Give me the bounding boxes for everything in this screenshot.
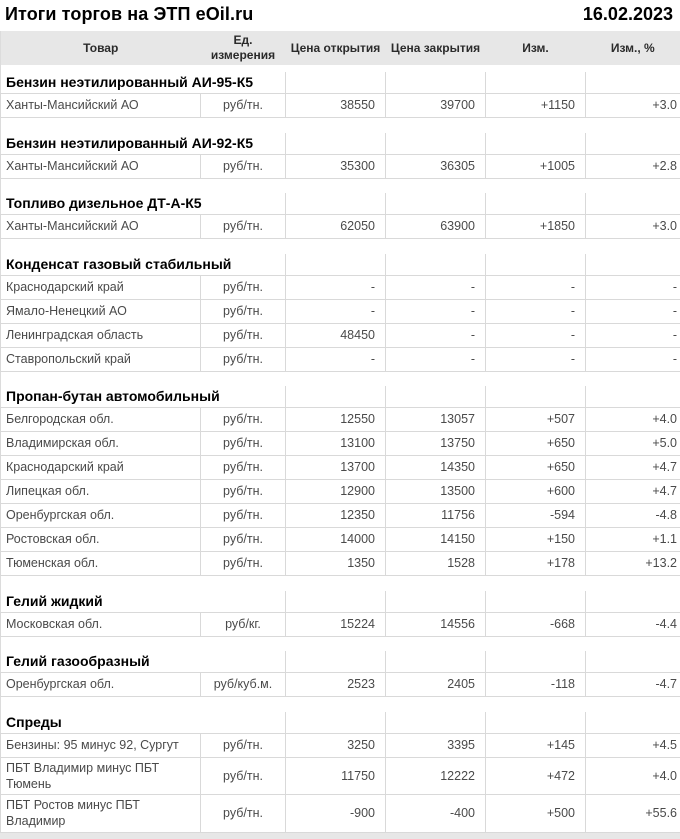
unit-cell: руб/тн. bbox=[201, 408, 286, 432]
section-title-empty-cell bbox=[386, 386, 486, 408]
change-pct-cell: +55.6 bbox=[586, 795, 680, 833]
section-gap-row bbox=[1, 371, 680, 386]
change-pct-cell: +4.7 bbox=[586, 456, 680, 480]
region-cell: Ростовская обл. bbox=[1, 528, 201, 552]
change-pct-cell: -4.8 bbox=[586, 504, 680, 528]
open-price-cell: 15224 bbox=[286, 612, 386, 636]
close-price-cell: 3395 bbox=[386, 733, 486, 757]
table-row bbox=[1, 552, 680, 576]
change-cell: -594 bbox=[486, 504, 586, 528]
close-price-cell: 36305 bbox=[386, 154, 486, 178]
change-cell: +1150 bbox=[486, 94, 586, 118]
region-cell: Краснодарский край bbox=[1, 456, 201, 480]
region-cell: Оренбургская обл. bbox=[1, 504, 201, 528]
section-title-empty-cell bbox=[486, 193, 586, 215]
col-header-change-pct: Изм., % bbox=[586, 31, 680, 65]
change-cell: - bbox=[486, 275, 586, 299]
table-row bbox=[1, 456, 680, 480]
section-title-row bbox=[1, 591, 680, 613]
unit-cell: руб/тн. bbox=[201, 215, 286, 239]
col-header-close-price: Цена закрытия bbox=[386, 31, 486, 65]
table-row bbox=[1, 795, 680, 833]
section-title-empty-cell bbox=[286, 133, 386, 155]
table-row bbox=[1, 215, 680, 239]
section-title-empty-cell bbox=[386, 193, 486, 215]
open-price-cell: - bbox=[286, 347, 386, 371]
change-pct-cell: +2.8 bbox=[586, 154, 680, 178]
change-cell: +650 bbox=[486, 456, 586, 480]
section-title-empty-cell bbox=[486, 386, 586, 408]
section-gap-row bbox=[1, 576, 680, 591]
section-title-empty-cell bbox=[486, 133, 586, 155]
close-price-cell: 63900 bbox=[386, 215, 486, 239]
change-cell: -118 bbox=[486, 673, 586, 697]
table-row bbox=[1, 673, 680, 697]
unit-cell: руб/тн. bbox=[201, 456, 286, 480]
unit-cell: руб/тн. bbox=[201, 528, 286, 552]
change-cell: - bbox=[486, 299, 586, 323]
section-title-empty-cell bbox=[586, 72, 680, 94]
section-gap-cell bbox=[1, 65, 680, 72]
results-table-body bbox=[1, 65, 680, 832]
open-price-cell: 2523 bbox=[286, 673, 386, 697]
section-title: Гелий газообразный bbox=[1, 651, 286, 673]
unit-cell: руб/тн. bbox=[201, 480, 286, 504]
section-title-empty-cell bbox=[386, 72, 486, 94]
change-pct-cell: -4.7 bbox=[586, 673, 680, 697]
change-pct-cell: +1.1 bbox=[586, 528, 680, 552]
section-title-empty-cell bbox=[486, 72, 586, 94]
section-title-row bbox=[1, 254, 680, 276]
section-title-empty-cell bbox=[286, 591, 386, 613]
region-cell: Оренбургская обл. bbox=[1, 673, 201, 697]
close-price-cell: 14150 bbox=[386, 528, 486, 552]
page-title: Итоги торгов на ЭТП eOil.ru bbox=[5, 4, 253, 25]
section-title: Топливо дизельное ДТ-А-К5 bbox=[1, 193, 286, 215]
section-gap-row bbox=[1, 697, 680, 712]
section-title: Бензин неэтилированный АИ-95-К5 bbox=[1, 72, 286, 94]
close-price-cell: 13057 bbox=[386, 408, 486, 432]
open-price-cell: - bbox=[286, 299, 386, 323]
section-title-empty-cell bbox=[286, 193, 386, 215]
section-title-row bbox=[1, 386, 680, 408]
unit-cell: руб/тн. bbox=[201, 299, 286, 323]
open-price-cell: 48450 bbox=[286, 323, 386, 347]
titlebar bbox=[0, 0, 680, 31]
unit-cell: руб/тн. bbox=[201, 94, 286, 118]
section-gap-row bbox=[1, 65, 680, 72]
section-title-empty-cell bbox=[286, 254, 386, 276]
close-price-cell: 2405 bbox=[386, 673, 486, 697]
section-title-empty-cell bbox=[486, 712, 586, 734]
change-cell: +600 bbox=[486, 480, 586, 504]
change-pct-cell: +13.2 bbox=[586, 552, 680, 576]
open-price-cell: 12900 bbox=[286, 480, 386, 504]
change-cell: +145 bbox=[486, 733, 586, 757]
change-pct-cell: +4.5 bbox=[586, 733, 680, 757]
table-row bbox=[1, 733, 680, 757]
change-cell: +1005 bbox=[486, 154, 586, 178]
col-header-open-price: Цена открытия bbox=[286, 31, 386, 65]
section-gap-cell bbox=[1, 636, 680, 651]
section-title-empty-cell bbox=[386, 133, 486, 155]
change-cell: +500 bbox=[486, 795, 586, 833]
col-header-product: Товар bbox=[1, 31, 201, 65]
section-gap-row bbox=[1, 636, 680, 651]
section-title-empty-cell bbox=[386, 591, 486, 613]
section-gap-cell bbox=[1, 371, 680, 386]
table-header bbox=[1, 31, 680, 65]
table-row bbox=[1, 323, 680, 347]
open-price-cell: 13100 bbox=[286, 432, 386, 456]
unit-cell: руб/тн. bbox=[201, 552, 286, 576]
unit-cell: руб/тн. bbox=[201, 795, 286, 833]
table-row bbox=[1, 480, 680, 504]
change-cell: +1850 bbox=[486, 215, 586, 239]
section-title: Пропан-бутан автомобильный bbox=[1, 386, 286, 408]
section-title-empty-cell bbox=[586, 386, 680, 408]
table-row bbox=[1, 612, 680, 636]
region-cell: Ленинградская область bbox=[1, 323, 201, 347]
table-row bbox=[1, 299, 680, 323]
change-cell: +150 bbox=[486, 528, 586, 552]
section-title-empty-cell bbox=[286, 386, 386, 408]
bottom-strip bbox=[0, 833, 680, 839]
region-cell: ПБТ Ростов минус ПБТ Владимир bbox=[1, 795, 201, 833]
section-title-row bbox=[1, 651, 680, 673]
section-title-empty-cell bbox=[286, 72, 386, 94]
section-title-empty-cell bbox=[586, 651, 680, 673]
section-gap-cell bbox=[1, 697, 680, 712]
change-cell: -668 bbox=[486, 612, 586, 636]
section-gap-row bbox=[1, 239, 680, 254]
section-title-empty-cell bbox=[386, 651, 486, 673]
open-price-cell: -900 bbox=[286, 795, 386, 833]
region-cell: Ставропольский край bbox=[1, 347, 201, 371]
unit-cell: руб/тн. bbox=[201, 275, 286, 299]
section-gap-cell bbox=[1, 576, 680, 591]
region-cell: ПБТ Владимир минус ПБТ Тюмень bbox=[1, 757, 201, 795]
region-cell: Бензины: 95 минус 92, Сургут bbox=[1, 733, 201, 757]
region-cell: Краснодарский край bbox=[1, 275, 201, 299]
change-pct-cell: +4.0 bbox=[586, 757, 680, 795]
section-gap-cell bbox=[1, 239, 680, 254]
section-title: Гелий жидкий bbox=[1, 591, 286, 613]
col-header-unit: Ед. измерения bbox=[201, 31, 286, 65]
unit-cell: руб/кг. bbox=[201, 612, 286, 636]
region-cell: Тюменская обл. bbox=[1, 552, 201, 576]
change-cell: +650 bbox=[486, 432, 586, 456]
unit-cell: руб/тн. bbox=[201, 154, 286, 178]
change-pct-cell: +5.0 bbox=[586, 432, 680, 456]
section-gap-row bbox=[1, 118, 680, 133]
close-price-cell: 1528 bbox=[386, 552, 486, 576]
region-cell: Липецкая обл. bbox=[1, 480, 201, 504]
region-cell: Ханты-Мансийский АО bbox=[1, 94, 201, 118]
open-price-cell: 1350 bbox=[286, 552, 386, 576]
unit-cell: руб/тн. bbox=[201, 733, 286, 757]
change-cell: +178 bbox=[486, 552, 586, 576]
table-row bbox=[1, 528, 680, 552]
open-price-cell: 35300 bbox=[286, 154, 386, 178]
unit-cell: руб/тн. bbox=[201, 504, 286, 528]
change-pct-cell: +4.0 bbox=[586, 408, 680, 432]
change-cell: - bbox=[486, 347, 586, 371]
open-price-cell: 3250 bbox=[286, 733, 386, 757]
change-pct-cell: -4.4 bbox=[586, 612, 680, 636]
section-title-empty-cell bbox=[286, 712, 386, 734]
open-price-cell: 14000 bbox=[286, 528, 386, 552]
section-title-empty-cell bbox=[586, 193, 680, 215]
table-row bbox=[1, 94, 680, 118]
close-price-cell: 13500 bbox=[386, 480, 486, 504]
section-gap-row bbox=[1, 178, 680, 193]
change-cell: +507 bbox=[486, 408, 586, 432]
region-cell: Владимирская обл. bbox=[1, 432, 201, 456]
change-pct-cell: +3.0 bbox=[586, 215, 680, 239]
open-price-cell: 12550 bbox=[286, 408, 386, 432]
open-price-cell: 13700 bbox=[286, 456, 386, 480]
change-pct-cell: +3.0 bbox=[586, 94, 680, 118]
section-title-empty-cell bbox=[486, 254, 586, 276]
section-title-empty-cell bbox=[586, 133, 680, 155]
open-price-cell: 38550 bbox=[286, 94, 386, 118]
close-price-cell: 11756 bbox=[386, 504, 486, 528]
change-pct-cell: - bbox=[586, 299, 680, 323]
unit-cell: руб/тн. bbox=[201, 432, 286, 456]
unit-cell: руб/куб.м. bbox=[201, 673, 286, 697]
section-title-empty-cell bbox=[586, 254, 680, 276]
table-row bbox=[1, 757, 680, 795]
close-price-cell: - bbox=[386, 299, 486, 323]
section-title-empty-cell bbox=[586, 712, 680, 734]
unit-cell: руб/тн. bbox=[201, 347, 286, 371]
open-price-cell: 62050 bbox=[286, 215, 386, 239]
section-title-empty-cell bbox=[586, 591, 680, 613]
close-price-cell: 14350 bbox=[386, 456, 486, 480]
change-cell: - bbox=[486, 323, 586, 347]
results-table bbox=[0, 31, 680, 833]
section-title-row bbox=[1, 72, 680, 94]
section-title-empty-cell bbox=[286, 651, 386, 673]
section-title-row bbox=[1, 133, 680, 155]
open-price-cell: 11750 bbox=[286, 757, 386, 795]
region-cell: Ямало-Ненецкий АО bbox=[1, 299, 201, 323]
change-pct-cell: - bbox=[586, 275, 680, 299]
report-date: 16.02.2023 bbox=[583, 4, 673, 25]
section-title: Конденсат газовый стабильный bbox=[1, 254, 286, 276]
section-gap-cell bbox=[1, 118, 680, 133]
section-title-row bbox=[1, 193, 680, 215]
region-cell: Ханты-Мансийский АО bbox=[1, 215, 201, 239]
region-cell: Белгородская обл. bbox=[1, 408, 201, 432]
close-price-cell: 14556 bbox=[386, 612, 486, 636]
change-cell: +472 bbox=[486, 757, 586, 795]
table-row bbox=[1, 347, 680, 371]
section-title-empty-cell bbox=[486, 591, 586, 613]
col-header-change: Изм. bbox=[486, 31, 586, 65]
change-pct-cell: - bbox=[586, 323, 680, 347]
section-title-empty-cell bbox=[386, 254, 486, 276]
section-title-row bbox=[1, 712, 680, 734]
open-price-cell: - bbox=[286, 275, 386, 299]
table-row bbox=[1, 154, 680, 178]
close-price-cell: 12222 bbox=[386, 757, 486, 795]
change-pct-cell: +4.7 bbox=[586, 480, 680, 504]
section-gap-cell bbox=[1, 178, 680, 193]
close-price-cell: 39700 bbox=[386, 94, 486, 118]
close-price-cell: -400 bbox=[386, 795, 486, 833]
close-price-cell: - bbox=[386, 275, 486, 299]
table-row bbox=[1, 504, 680, 528]
region-cell: Московская обл. bbox=[1, 612, 201, 636]
section-title-empty-cell bbox=[386, 712, 486, 734]
section-title: Бензин неэтилированный АИ-92-К5 bbox=[1, 133, 286, 155]
table-row bbox=[1, 408, 680, 432]
close-price-cell: - bbox=[386, 347, 486, 371]
open-price-cell: 12350 bbox=[286, 504, 386, 528]
change-pct-cell: - bbox=[586, 347, 680, 371]
section-title-empty-cell bbox=[486, 651, 586, 673]
unit-cell: руб/тн. bbox=[201, 323, 286, 347]
section-title: Спреды bbox=[1, 712, 286, 734]
region-cell: Ханты-Мансийский АО bbox=[1, 154, 201, 178]
close-price-cell: 13750 bbox=[386, 432, 486, 456]
close-price-cell: - bbox=[386, 323, 486, 347]
unit-cell: руб/тн. bbox=[201, 757, 286, 795]
table-row bbox=[1, 275, 680, 299]
table-row bbox=[1, 432, 680, 456]
